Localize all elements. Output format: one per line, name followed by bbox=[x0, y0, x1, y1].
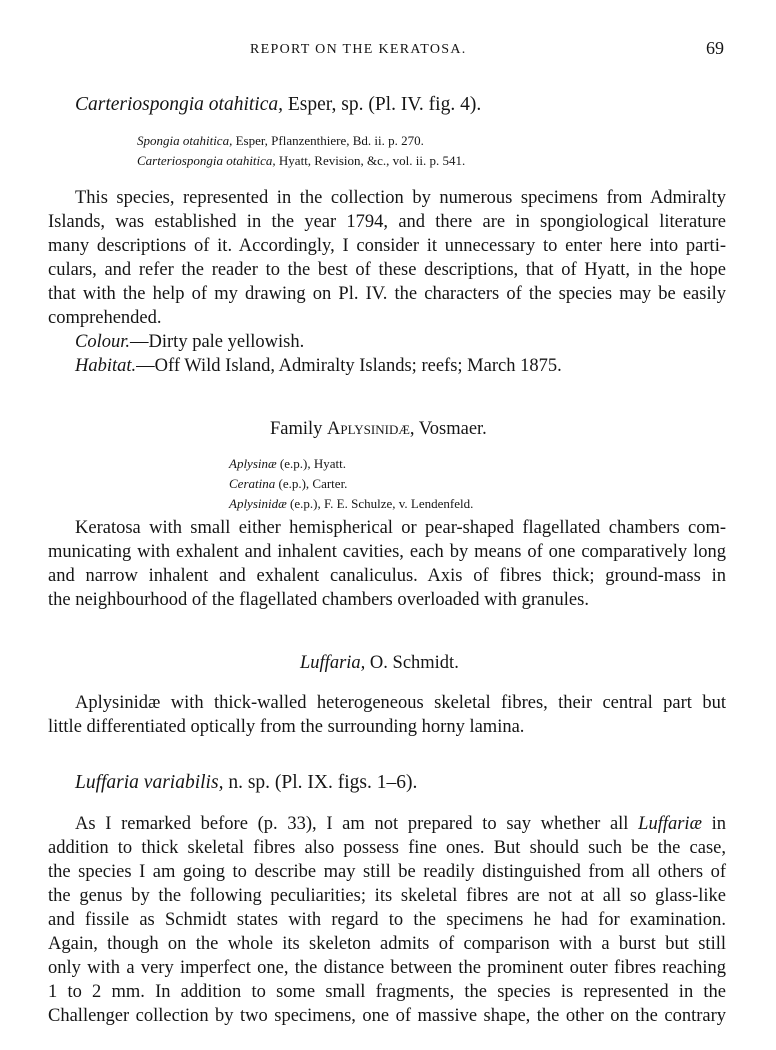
line-text: and fissile as Schmidt states with regard to the specimens he had for examination. bbox=[48, 910, 726, 930]
synonym-name: Ceratina bbox=[229, 476, 276, 491]
synonym-list bbox=[137, 131, 465, 171]
synonym-citation: Esper, Pflanzenthiere, Bd. ii. p. 270. bbox=[232, 133, 424, 148]
colour-line bbox=[75, 332, 304, 353]
synonym-citation: (e.p.), Hyatt. bbox=[276, 456, 346, 471]
line-text: the neighbourhood of the flagellated chambers overloaded with granules. bbox=[48, 590, 589, 610]
synonym-entry bbox=[229, 494, 473, 514]
line-text: Keratosa with small either hemispherical or pear-shaped flagellated chambers com- bbox=[75, 518, 726, 538]
synonym-name: Aplysinæ bbox=[229, 456, 277, 471]
paragraph-line bbox=[75, 693, 726, 714]
species-name: Luffaria variabilis, bbox=[75, 772, 224, 793]
line-text: Islands, was established in the year 1794, and there are in spongiological literature bbox=[48, 212, 726, 232]
line-text-part: in bbox=[701, 814, 726, 834]
line-text: only with a very imperfect one, the distance between the prominent outer fibres reaching bbox=[48, 958, 726, 978]
genus-author: O. Schmidt. bbox=[365, 653, 459, 673]
line-text: culars, and refer the reader to the best of these descriptions, that of Hyatt, in the hope bbox=[48, 260, 726, 280]
page-number: 69 bbox=[706, 38, 724, 58]
habitat-label: Habitat. bbox=[75, 356, 137, 376]
paragraph-line bbox=[48, 566, 726, 587]
line-text: comprehended. bbox=[48, 308, 162, 328]
colour-text: —Dirty pale yellowish. bbox=[130, 332, 305, 352]
genus-plural: Luffariæ bbox=[638, 814, 702, 834]
paragraph-line bbox=[48, 212, 726, 233]
line-text: Again, though on the whole its skeleton admits of comparison with a burst but still bbox=[48, 934, 726, 954]
genus-heading bbox=[300, 653, 459, 674]
paragraph-line bbox=[48, 934, 726, 955]
synonym-citation: (e.p.), Carter. bbox=[275, 476, 348, 491]
paragraph-line bbox=[48, 886, 726, 907]
synonym-name: Spongia otahitica, bbox=[137, 133, 233, 148]
line-text bbox=[75, 814, 726, 835]
synonym-citation: Hyatt, Revision, &c., vol. ii. p. 541. bbox=[275, 153, 466, 168]
line-text-part: As I remarked before (p. 33), I am not prepared to say whether all bbox=[75, 814, 639, 834]
habitat-line bbox=[75, 356, 562, 377]
line-text: Challenger collection by two specimens, one of massive shape, the other on the contrary bbox=[48, 1006, 726, 1026]
synonym-name: Aplysinidæ bbox=[229, 496, 287, 511]
paragraph-line bbox=[48, 590, 589, 611]
colour-label: Colour. bbox=[75, 332, 131, 352]
family-name: Aplysinidæ, bbox=[327, 419, 415, 439]
paragraph-line bbox=[75, 188, 726, 209]
habitat-text: —Off Wild Island, Admiralty Islands; reefs; March 1875. bbox=[136, 356, 562, 376]
paragraph-line bbox=[48, 1006, 726, 1027]
species-plate-reference: n. sp. (Pl. IX. figs. 1–6). bbox=[223, 772, 418, 793]
paragraph-line bbox=[48, 236, 726, 257]
paragraph-line bbox=[75, 814, 726, 835]
species-heading-carteriospongia bbox=[75, 94, 481, 116]
line-text: that with the help of my drawing on Pl. IV. the characters of the species may be easily bbox=[48, 284, 726, 304]
line-text: This species, represented in the collection by numerous specimens from Admiralty bbox=[75, 188, 726, 208]
species-name: Carteriospongia otahitica, bbox=[75, 94, 284, 115]
synonym-citation: (e.p.), F. E. Schulze, v. Lendenfeld. bbox=[286, 496, 474, 511]
paragraph-line bbox=[48, 284, 726, 305]
paragraph-line bbox=[48, 308, 162, 329]
species-plate-reference: Esper, sp. (Pl. IV. fig. 4). bbox=[283, 94, 482, 115]
paragraph-line bbox=[48, 838, 726, 859]
genus-name: Luffaria, bbox=[300, 653, 366, 673]
line-text: little differentiated optically from the surrounding horny lamina. bbox=[48, 717, 525, 737]
synonym-entry bbox=[229, 454, 473, 474]
family-prefix: Family bbox=[270, 419, 328, 439]
paragraph-line bbox=[48, 982, 726, 1003]
line-text: Aplysinidæ with thick-walled heterogeneous skeletal fibres, their central part but bbox=[75, 693, 726, 713]
line-text: the genus by the following peculiarities; its skeletal fibres are not at all so glass-like bbox=[48, 886, 726, 906]
species-heading-luffaria bbox=[75, 772, 417, 794]
paragraph-line bbox=[48, 717, 524, 738]
paragraph-line bbox=[48, 260, 726, 281]
synonym-name: Carteriospongia otahitica, bbox=[137, 153, 276, 168]
line-text: the species I am going to describe may still be readily distinguished from all others of bbox=[48, 862, 726, 882]
paragraph-line bbox=[48, 910, 726, 931]
paragraph-line bbox=[48, 862, 726, 883]
paragraph-line bbox=[48, 542, 726, 563]
family-heading bbox=[270, 419, 487, 440]
line-text: addition to thick skeletal fibres also possess fine ones. But should such be the case, bbox=[48, 838, 726, 858]
synonym-entry bbox=[137, 151, 465, 171]
paragraph-line bbox=[48, 958, 726, 979]
line-text: and narrow inhalent and exhalent canaliculus. Axis of fibres thick; ground-mass in bbox=[48, 566, 726, 586]
line-text: 1 to 2 mm. In addition to some small fragments, the species is represented in the bbox=[48, 982, 726, 1002]
synonym-entry bbox=[229, 474, 473, 494]
running-head: REPORT ON THE KERATOSA. bbox=[250, 42, 467, 57]
line-text: many descriptions of it. Accordingly, I consider it unnecessary to enter here into parti- bbox=[48, 236, 726, 256]
paragraph-line bbox=[75, 518, 726, 539]
line-text: municating with exhalent and inhalent cavities, each by means of one comparatively long bbox=[48, 542, 726, 562]
page-header bbox=[0, 38, 776, 66]
synonym-list bbox=[229, 454, 473, 514]
family-author: Vosmaer. bbox=[414, 419, 487, 439]
synonym-entry bbox=[137, 131, 465, 151]
